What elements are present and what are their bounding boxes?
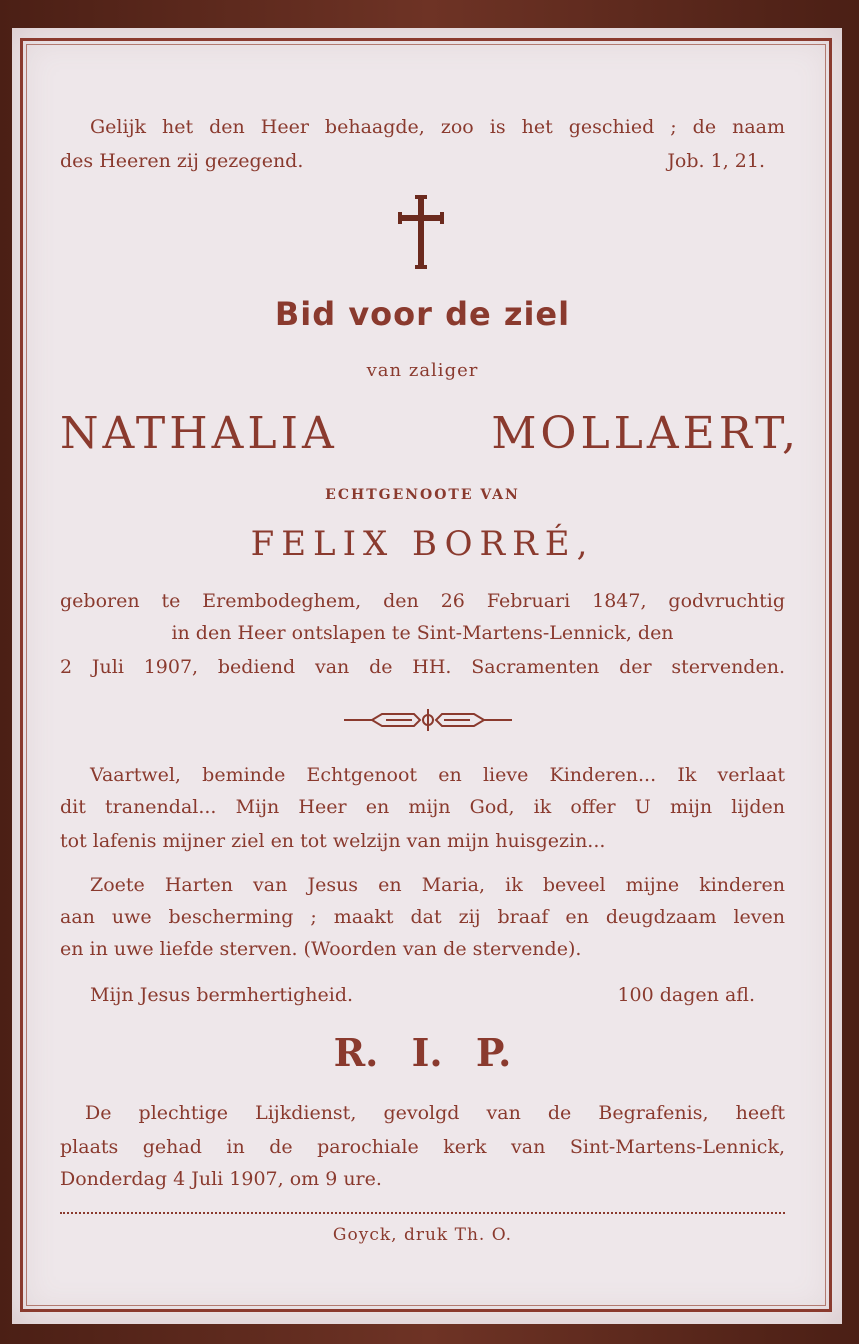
quote-text: des Heeren zij gezegend. (60, 150, 304, 172)
bio-line: geboren te Erembodeghem, den 26 Februari 1847, godvruchtig (60, 590, 785, 612)
bio-line: 2 Juli 1907, bediend van de HH. Sacramenten der stervenden. (60, 656, 785, 678)
farewell-line: dit tranendal... Mijn Heer en mijn God, ik offer U mijn lijden (60, 796, 785, 818)
rip-heading: R. I. P. (333, 1030, 512, 1075)
page-title: Bid voor de ziel (274, 295, 571, 333)
spouse-label: ECHTGENOOTE VAN (325, 487, 520, 503)
funeral-line: De plechtige Lijkdienst, gevolgd van de Begrafenis, heeft (85, 1102, 785, 1124)
quote-line-1: Gelijk het den Heer behaagde, zoo is het geschied ; de naam (90, 116, 785, 138)
indulgence-text: Mijn Jesus bermhertigheid. (90, 984, 354, 1006)
quote-reference: Job. 1, 21. (667, 150, 765, 172)
subtitle: van zaliger (366, 360, 479, 381)
spouse-name: FELIX BORRÉ, (250, 524, 595, 564)
deceased-name: NATHALIA MOLLAERT, (60, 408, 800, 459)
prayer-line: en in uwe liefde sterven. (Woorden van de stervende). (60, 938, 582, 960)
farewell-line: tot lafenis mijner ziel en tot welzijn van mijn huisgezin... (60, 830, 606, 852)
prayer-line: aan uwe bescherming ; maakt dat zij braaf en deugdzaam leven (60, 906, 785, 928)
printer-credit: Goyck, druk Th. O. (332, 1225, 513, 1245)
bio-line: in den Heer ontslapen te Sint-Martens-Lennick, den (171, 622, 674, 644)
funeral-line: plaats gehad in de parochiale kerk van Sint-Martens-Lennick, (60, 1136, 785, 1158)
cross-icon (398, 195, 444, 269)
indulgence-line (60, 984, 785, 1006)
farewell-line: Vaartwel, beminde Echtgenoot en lieve Kinderen... Ik verlaat (90, 764, 785, 786)
prayer-line: Zoete Harten van Jesus en Maria, ik beveel mijne kinderen (90, 874, 785, 896)
funeral-line: Donderdag 4 Juli 1907, om 9 ure. (60, 1168, 382, 1190)
divider (60, 1212, 785, 1214)
indulgence-days: 100 dagen afl. (617, 984, 755, 1006)
ornament-divider-icon (342, 707, 514, 733)
quote-line-2 (60, 150, 785, 172)
